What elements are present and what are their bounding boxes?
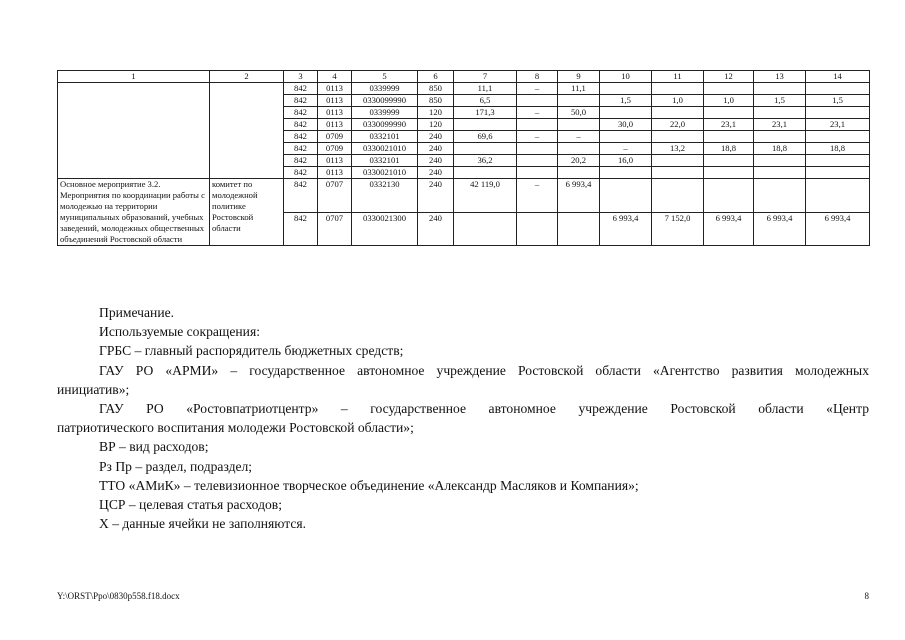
table-cell: 36,2	[454, 155, 517, 167]
page-footer	[57, 591, 869, 601]
file-path: Y:\ORST\Ppo\0830p558.f18.docx	[57, 591, 180, 601]
table-cell: 0113	[318, 95, 352, 107]
table-cell	[558, 143, 600, 155]
table-cell	[806, 167, 870, 179]
column-header: 5	[352, 71, 418, 83]
table-cell: 20,2	[558, 155, 600, 167]
abbr-armi-line2: инициатив»;	[57, 381, 130, 397]
table-cell: 0330099990	[352, 119, 418, 131]
column-header: 11	[652, 71, 704, 83]
table-cell	[806, 179, 870, 213]
table-cell: 50,0	[558, 107, 600, 119]
table-cell	[704, 107, 754, 119]
table-cell	[600, 107, 652, 119]
column-header: 8	[517, 71, 558, 83]
column-header: 3	[284, 71, 318, 83]
table-cell	[210, 83, 284, 179]
table-cell: 850	[418, 95, 454, 107]
table-cell: 0332101	[352, 155, 418, 167]
table-cell: 7 152,0	[652, 212, 704, 246]
table-cell	[704, 131, 754, 143]
table-cell	[754, 107, 806, 119]
table-cell: 11,1	[454, 83, 517, 95]
table-cell	[754, 155, 806, 167]
table-cell: 842	[284, 83, 318, 95]
table-cell: 23,1	[704, 119, 754, 131]
table-cell	[517, 95, 558, 107]
page-number: 8	[864, 591, 869, 601]
table-cell: –	[517, 83, 558, 95]
table-cell	[754, 131, 806, 143]
table-cell: 842	[284, 131, 318, 143]
table-cell: 6 993,4	[754, 212, 806, 246]
table-cell	[600, 131, 652, 143]
executor-cell: комитет по молодежной политике Ростовской области	[210, 179, 284, 246]
table-cell	[652, 167, 704, 179]
table-cell: 240	[418, 155, 454, 167]
table-cell: 1,5	[600, 95, 652, 107]
table-cell: 0332130	[352, 179, 418, 213]
abbr-grbs: ГРБС – главный распорядитель бюджетных средств;	[99, 343, 404, 359]
table-cell: 1,0	[652, 95, 704, 107]
table-cell: 0330021010	[352, 143, 418, 155]
table-cell: 842	[284, 143, 318, 155]
table-cell: 0707	[318, 179, 352, 213]
table-cell	[704, 167, 754, 179]
abbr-rpc-line2: патриотического воспитания молодежи Ростовской области»;	[57, 420, 414, 436]
table-cell: 6 993,4	[558, 179, 600, 213]
table-cell: 11,1	[558, 83, 600, 95]
table-cell	[517, 143, 558, 155]
table-cell	[558, 212, 600, 246]
abbr-rzpr: Рз Пр – раздел, подраздел;	[99, 458, 253, 474]
table-cell: –	[517, 179, 558, 213]
table-cell	[652, 131, 704, 143]
column-header: 4	[318, 71, 352, 83]
table-cell: 0339999	[352, 83, 418, 95]
abbr-armi-line1: ГАУ РО «АРМИ» – государственное автономное учреждение Ростовской области «Агентство развития молодежных	[99, 362, 869, 378]
table-cell: 842	[284, 167, 318, 179]
column-header: 12	[704, 71, 754, 83]
table-cell: 23,1	[806, 119, 870, 131]
table-cell	[558, 119, 600, 131]
table-cell	[704, 83, 754, 95]
table-cell: 240	[418, 167, 454, 179]
table-cell	[704, 155, 754, 167]
abbr-csr: ЦСР – целевая статья расходов;	[99, 497, 282, 513]
table-cell	[600, 83, 652, 95]
table-cell: 171,3	[454, 107, 517, 119]
table-cell	[754, 179, 806, 213]
table-cell: 6 993,4	[806, 212, 870, 246]
column-header: 10	[600, 71, 652, 83]
table-cell: 842	[284, 119, 318, 131]
table-cell	[652, 83, 704, 95]
table-cell: 842	[284, 155, 318, 167]
table-cell: 842	[284, 107, 318, 119]
table-cell: 0330099990	[352, 95, 418, 107]
table-cell: 0330021300	[352, 212, 418, 246]
table-cell: 120	[418, 107, 454, 119]
table-header-row	[58, 71, 870, 83]
table-cell	[517, 212, 558, 246]
table-cell	[454, 119, 517, 131]
table-cell: 0330021010	[352, 167, 418, 179]
table-cell	[558, 167, 600, 179]
table-cell	[600, 179, 652, 213]
table-cell: –	[517, 107, 558, 119]
table-cell: 1,5	[806, 95, 870, 107]
table-cell: 0113	[318, 107, 352, 119]
table-cell	[806, 131, 870, 143]
table-cell	[754, 83, 806, 95]
table-cell: 42 119,0	[454, 179, 517, 213]
column-header: 14	[806, 71, 870, 83]
table-cell	[558, 95, 600, 107]
table-cell: 842	[284, 212, 318, 246]
table-body-b	[58, 179, 870, 246]
abbr-rpc-line1: ГАУ РО «Ростовпатриотцентр» – государственное автономное учреждение Ростовской области «Центр	[99, 401, 869, 417]
notes-subtitle: Используемые сокращения:	[99, 324, 260, 340]
table-cell: 0113	[318, 155, 352, 167]
table-cell: 0332101	[352, 131, 418, 143]
abbr-x: Х – данные ячейки не заполняются.	[99, 516, 307, 532]
table-cell	[754, 167, 806, 179]
table-cell	[454, 212, 517, 246]
table-cell: 0707	[318, 212, 352, 246]
table-cell: 0709	[318, 131, 352, 143]
column-header: 7	[454, 71, 517, 83]
table-cell: 0113	[318, 83, 352, 95]
activity-name-cell: Основное мероприятие 3.2. Мероприятия по координации работы с молодежью на территории муниципальных образований, учебных заведений, молодежных общественных объединений Ростовской области	[58, 179, 210, 246]
table-cell	[652, 179, 704, 213]
table-cell: 1,5	[754, 95, 806, 107]
table-cell	[517, 119, 558, 131]
table-cell	[652, 155, 704, 167]
table-cell: 0339999	[352, 107, 418, 119]
table-cell	[806, 107, 870, 119]
column-header: 13	[754, 71, 806, 83]
table-cell: 120	[418, 119, 454, 131]
table-cell	[806, 83, 870, 95]
table-cell: 18,8	[806, 143, 870, 155]
table-cell: 69,6	[454, 131, 517, 143]
table-cell: 842	[284, 179, 318, 213]
table-cell: 1,0	[704, 95, 754, 107]
abbr-tto: ТТО «АМиК» – телевизионное творческое объединение «Александр Масляков и Компания»;	[99, 477, 639, 493]
table-row	[58, 179, 870, 213]
notes-title: Примечание.	[99, 305, 175, 320]
table-cell: 18,8	[704, 143, 754, 155]
column-header: 1	[58, 71, 210, 83]
table-cell	[517, 167, 558, 179]
column-header: 9	[558, 71, 600, 83]
column-header: 2	[210, 71, 284, 83]
table-cell: 240	[418, 179, 454, 213]
table-cell: 22,0	[652, 119, 704, 131]
column-header: 6	[418, 71, 454, 83]
table-cell: 23,1	[754, 119, 806, 131]
budget-table	[57, 70, 870, 246]
table-cell: 0113	[318, 119, 352, 131]
table-cell: 240	[418, 212, 454, 246]
table-cell: 0113	[318, 167, 352, 179]
table-cell: 13,2	[652, 143, 704, 155]
table-cell: –	[558, 131, 600, 143]
table-cell: 850	[418, 83, 454, 95]
table-body-a	[58, 83, 870, 179]
table-cell: 240	[418, 131, 454, 143]
table-cell: 18,8	[754, 143, 806, 155]
table-cell: 0709	[318, 143, 352, 155]
notes-section	[57, 303, 869, 533]
table-cell	[58, 83, 210, 179]
table-cell	[600, 167, 652, 179]
table-cell: 6 993,4	[600, 212, 652, 246]
table-cell: 30,0	[600, 119, 652, 131]
abbr-vr: ВР – вид расходов;	[99, 439, 209, 455]
table-cell	[454, 167, 517, 179]
table-cell	[704, 179, 754, 213]
table-cell: 842	[284, 95, 318, 107]
table-cell	[454, 143, 517, 155]
table-cell: 240	[418, 143, 454, 155]
table-cell	[517, 155, 558, 167]
table-cell: 6,5	[454, 95, 517, 107]
table-cell	[806, 155, 870, 167]
table-row	[58, 83, 870, 95]
table-cell: 6 993,4	[704, 212, 754, 246]
table-cell: –	[600, 143, 652, 155]
table-cell: –	[517, 131, 558, 143]
table-cell	[652, 107, 704, 119]
table-cell: 16,0	[600, 155, 652, 167]
